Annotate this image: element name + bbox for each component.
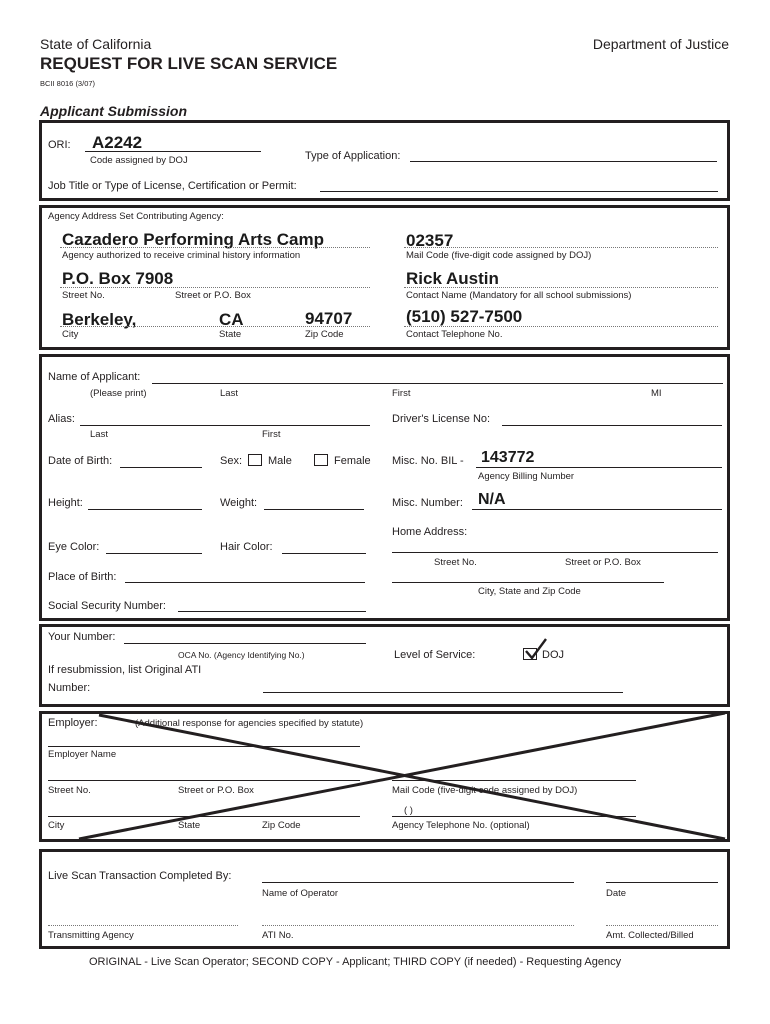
employer-state-caption: State <box>178 820 201 831</box>
employer-note: (Additional response for agencies specified by statute) <box>135 718 364 729</box>
home-street-field[interactable] <box>392 552 718 553</box>
alias-last-caption: Last <box>90 429 108 440</box>
applicant-name-label: Name of Applicant: <box>48 371 141 383</box>
agency-street[interactable]: P.O. Box 7908 <box>62 269 174 288</box>
city-caption: City <box>62 329 79 340</box>
doj-label: DOJ <box>542 649 564 661</box>
employer-city-caption: City <box>48 820 65 831</box>
alias-field[interactable] <box>80 425 370 426</box>
phone-caption: Contact Telephone No. <box>406 329 503 340</box>
employer-street-no-caption: Street No. <box>48 785 91 796</box>
completed-by-label: Live Scan Transaction Completed By: <box>48 870 232 882</box>
alias-label: Alias: <box>48 413 75 425</box>
employer-mail-code-caption: Mail Code (five-digit code assigned by DOJ) <box>392 785 578 796</box>
resubmission-label-line2: Number: <box>48 682 91 694</box>
ori-value[interactable]: A2242 <box>92 133 143 152</box>
employer-phone-template: ( ) <box>404 805 413 816</box>
ssn-field[interactable] <box>178 611 366 612</box>
male-label: Male <box>268 455 292 467</box>
contact-caption: Contact Name (Mandatory for all school submissions) <box>406 290 632 301</box>
home-city-caption: City, State and Zip Code <box>478 586 581 597</box>
agency-state[interactable]: CA <box>219 310 244 329</box>
ati-field[interactable] <box>262 925 574 926</box>
amount-caption: Amt. Collected/Billed <box>606 930 694 941</box>
date-field[interactable] <box>606 882 718 883</box>
operator-field[interactable] <box>262 882 574 883</box>
employer-phone-caption: Agency Telephone No. (optional) <box>392 820 530 831</box>
applicant-name-field[interactable] <box>152 383 723 384</box>
sex-label: Sex: <box>220 455 243 467</box>
first-caption: First <box>392 388 411 399</box>
operator-caption: Name of Operator <box>262 888 339 899</box>
date-caption: Date <box>606 888 627 899</box>
dob-label: Date of Birth: <box>48 455 113 467</box>
misc-number-value[interactable]: N/A <box>478 491 506 508</box>
eye-color-label: Eye Color: <box>48 541 100 553</box>
copy-distribution-footer: ORIGINAL - Live Scan Operator; SECOND COPY - Applicant; THIRD COPY (if needed) - Requesting Agency <box>89 956 622 968</box>
oca-caption: OCA No. (Agency Identifying No.) <box>178 650 305 660</box>
street-no-caption: Street No. <box>62 290 105 301</box>
amount-field[interactable] <box>606 925 718 926</box>
contact-name[interactable]: Rick Austin <box>406 269 499 288</box>
misc-bil-value[interactable]: 143772 <box>481 449 535 466</box>
transmitting-agency-caption: Transmitting Agency <box>48 930 134 941</box>
male-checkbox[interactable] <box>248 454 262 466</box>
ssn-label: Social Security Number: <box>48 600 166 612</box>
form-code: BCII 8016 (3/07) <box>40 79 96 88</box>
original-ati-field[interactable] <box>263 692 623 693</box>
level-of-service-label: Level of Service: <box>394 649 476 661</box>
employer-name-caption: Employer Name <box>48 749 117 760</box>
misc-bil-label: Misc. No. BIL - <box>392 455 464 467</box>
home-street-caption: Street or P.O. Box <box>565 557 641 568</box>
drivers-license-field[interactable] <box>502 425 722 426</box>
place-of-birth-field[interactable] <box>125 582 365 583</box>
eye-color-field[interactable] <box>106 553 202 554</box>
transmitting-agency-field[interactable] <box>48 925 238 926</box>
employer-street-caption: Street or P.O. Box <box>178 785 254 796</box>
employer-zip-caption: Zip Code <box>262 820 301 831</box>
weight-label: Weight: <box>220 497 258 509</box>
contact-phone[interactable]: (510) 527-7500 <box>406 307 523 326</box>
place-of-birth-label: Place of Birth: <box>48 571 117 583</box>
mi-caption: MI <box>651 388 662 399</box>
your-number-label: Your Number: <box>48 631 116 643</box>
ati-caption: ATI No. <box>262 930 294 941</box>
application-type-label: Type of Application: <box>305 150 401 162</box>
agency-heading: Agency Address Set Contributing Agency: <box>48 211 224 222</box>
height-label: Height: <box>48 497 83 509</box>
application-type-field[interactable] <box>410 161 717 162</box>
agency-city[interactable]: Berkeley, <box>62 310 137 329</box>
mail-code-caption: Mail Code (five-digit code assigned by DOJ) <box>406 250 592 261</box>
misc-bil-caption: Agency Billing Number <box>478 471 575 482</box>
home-address-label: Home Address: <box>392 526 468 538</box>
job-title-label: Job Title or Type of License, Certification or Permit: <box>48 180 297 192</box>
your-number-field[interactable] <box>124 643 366 644</box>
drivers-license-label: Driver's License No: <box>392 413 491 425</box>
job-title-field[interactable] <box>320 191 718 192</box>
state-label: State of California <box>40 36 152 52</box>
hair-color-label: Hair Color: <box>220 541 273 553</box>
dob-field[interactable] <box>120 467 202 468</box>
home-street-no-caption: Street No. <box>434 557 477 568</box>
misc-number-label: Misc. Number: <box>392 497 463 509</box>
zip-caption: Zip Code <box>305 329 344 340</box>
weight-field[interactable] <box>264 509 364 510</box>
section-heading: Applicant Submission <box>40 103 188 119</box>
cross-out-mark <box>39 711 730 842</box>
ori-caption: Code assigned by DOJ <box>90 155 188 166</box>
last-caption: Last <box>220 388 238 399</box>
state-caption: State <box>219 329 242 340</box>
department-label: Department of Justice <box>592 36 729 52</box>
female-checkbox[interactable] <box>314 454 328 466</box>
please-print-caption: (Please print) <box>90 388 147 399</box>
form-title: REQUEST FOR LIVE SCAN SERVICE <box>40 54 338 73</box>
height-field[interactable] <box>88 509 202 510</box>
female-label: Female <box>334 455 371 467</box>
home-city-field[interactable] <box>392 582 664 583</box>
alias-first-caption: First <box>262 429 281 440</box>
agency-name-caption: Agency authorized to receive criminal history information <box>62 250 301 261</box>
ori-label: ORI: <box>48 139 71 151</box>
agency-name[interactable]: Cazadero Performing Arts Camp <box>62 230 324 249</box>
employer-label: Employer: <box>48 717 98 729</box>
resubmission-label-line1: If resubmission, list Original ATI <box>48 664 202 676</box>
agency-zip[interactable]: 94707 <box>305 309 353 328</box>
hair-color-field[interactable] <box>282 553 366 554</box>
mail-code-value[interactable]: 02357 <box>406 231 454 250</box>
street-caption: Street or P.O. Box <box>175 290 251 301</box>
